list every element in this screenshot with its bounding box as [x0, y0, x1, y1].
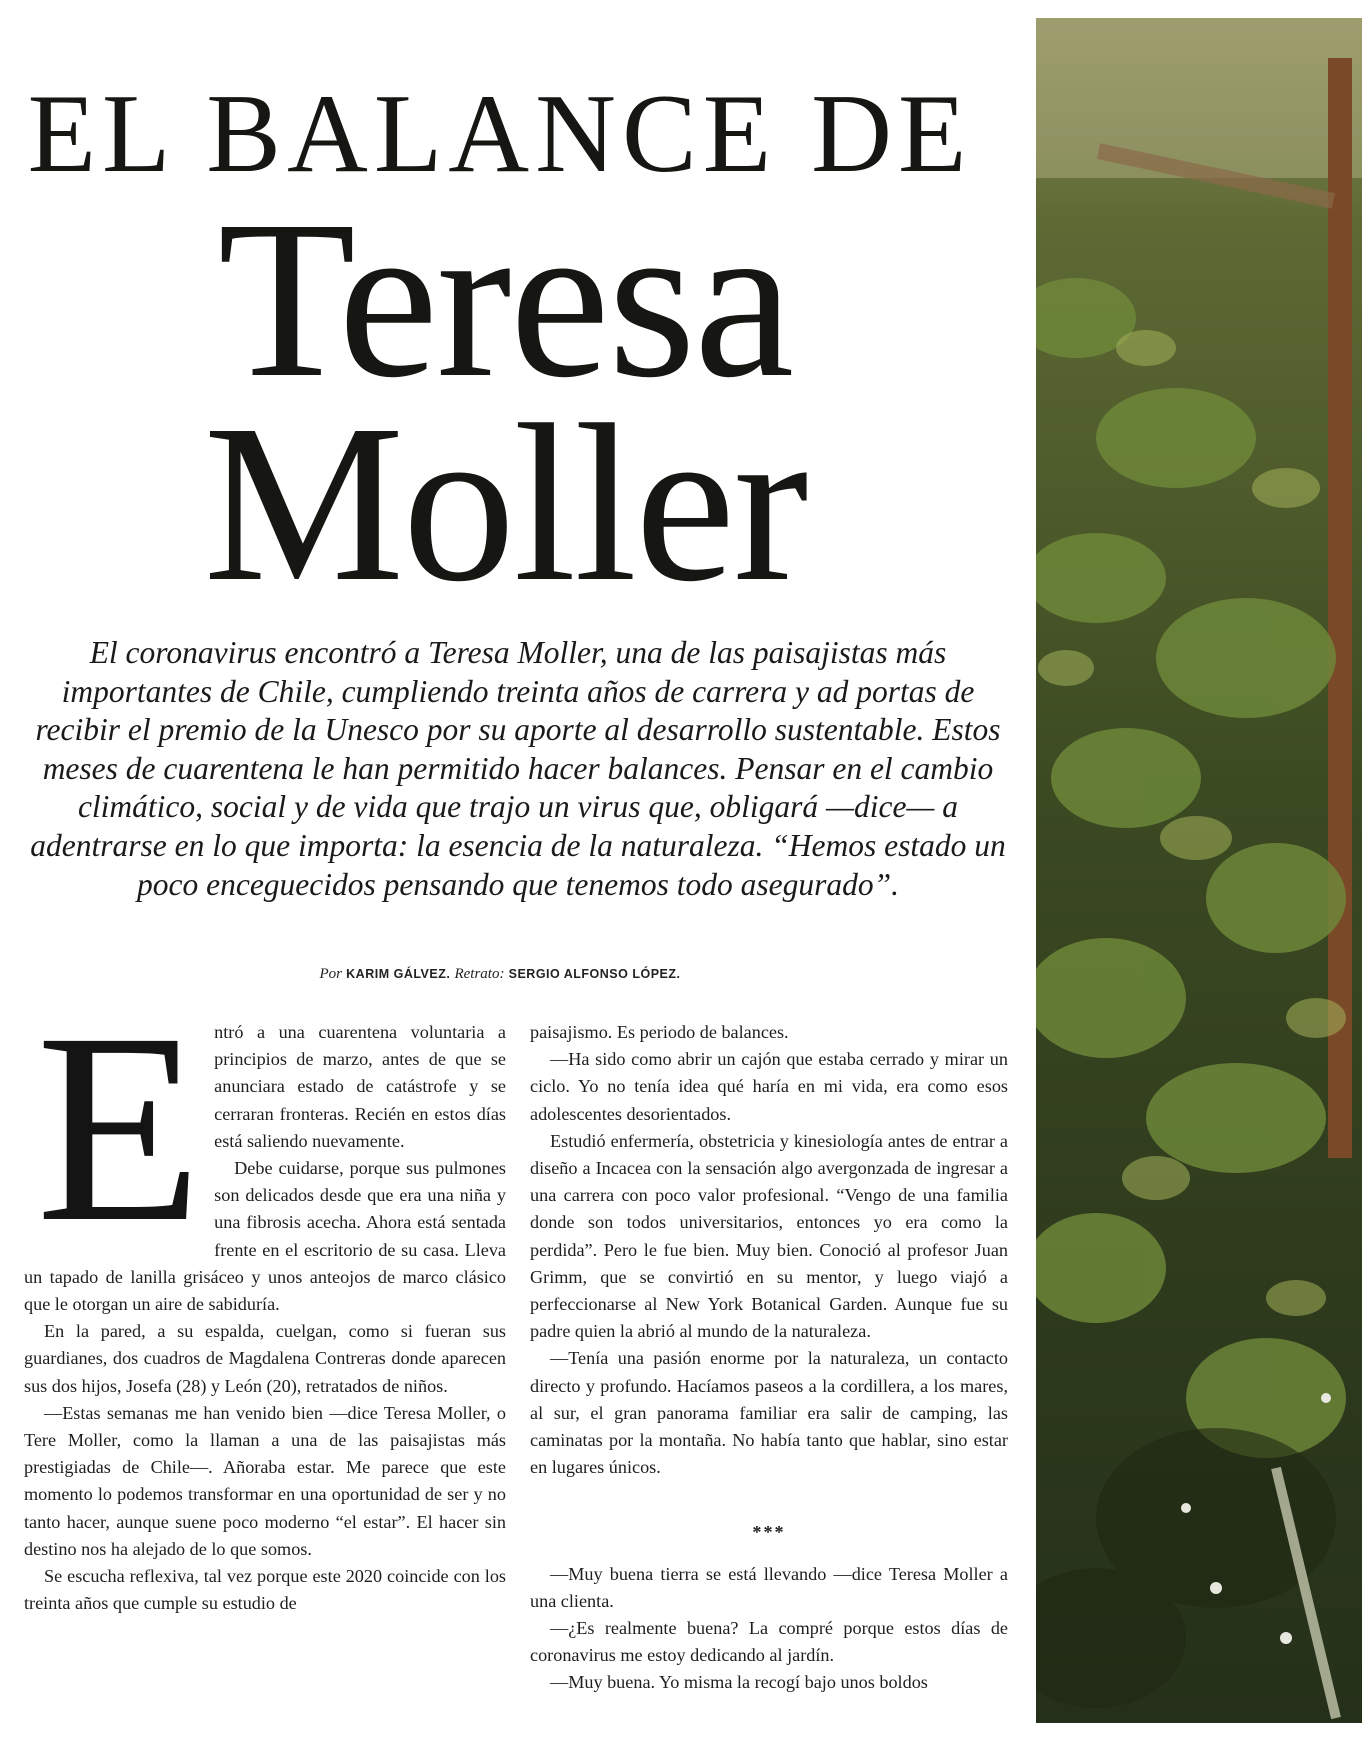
body-paragraph: paisajismo. Es periodo de balances.	[530, 1022, 789, 1042]
body-paragraph: En la pared, a su espalda, cuelgan, como si fueran sus guardianes, dos cuadros de Magdalena Contreras donde aparecen sus dos hijos, Josefa (28) y León (20), retratados de niños.	[24, 1321, 506, 1396]
body-paragraph: —Muy buena tierra se está llevando —dice Teresa Moller a una clienta.	[530, 1563, 1008, 1611]
body-paragraph: —¿Es realmente buena? La compré porque estos días de coronavirus me estoy dedicando al jardín.	[530, 1618, 1008, 1666]
headline-name-first: Teresa	[217, 174, 793, 424]
section-separator: ***	[752, 1522, 786, 1543]
byline-retrato-label: Retrato:	[454, 966, 505, 982]
byline-por-label: Por	[319, 966, 343, 982]
body-paragraph: —Estas semanas me han venido bien —dice Teresa Moller, o Tere Moller, como la llaman a una de las paisajistas más prestigiadas de Chile—. Añoraba estar. Me parece que este momento lo podemos transformar en una oportunidad de ser y no tanto hacer, aunque suene poco moderno “el estar”. El hacer sin destino nos ha alejado de lo que somos.	[24, 1402, 506, 1559]
headline-kicker: EL BALANCE DE	[27, 72, 973, 196]
garden-photo-icon	[1036, 18, 1362, 1723]
drop-cap: E	[36, 977, 203, 1278]
byline-photographer: SERGIO ALFONSO LÓPEZ.	[508, 967, 681, 981]
garden-photo	[1036, 18, 1362, 1723]
article-dek: El coronavirus encontró a Teresa Moller, una de las paisajistas más importantes de Chile, cumpliendo treinta años de carrera y ad portas de recibir el premio de la Unesco por su aporte al desarrollo sustentable. Estos meses de cuarentena le han permitido hacer balances. Pensar en el cambio climático, social y de vida que trajo un virus que, obligará —dice— a adentrarse en lo que importa: la esencia de la naturaleza. “Hemos estado un poco enceguecidos pensando que tenemos todo asegurado”.	[30, 635, 1006, 902]
body-paragraph: —Ha sido como abrir un cajón que estaba cerrado y mirar un ciclo. Yo no tenía idea qué haría en mi vida, era como esos adolescentes desorientados.	[530, 1049, 1008, 1124]
body-paragraph: Debe cuidarse, porque sus pulmones son delicados desde que era una niña y una fibrosis acecha. Ahora está sentada frente en el escritorio de su casa. Lleva un tapado de lanilla grisáceo y unos anteojos de marco clásico que le otorgan un aire de sabiduría.	[24, 1158, 506, 1315]
headline-name-last: Moller	[203, 378, 807, 628]
body-paragraph: —Muy buena. Yo misma la recogí bajo unos boldos	[550, 1672, 928, 1693]
byline-author: KARIM GÁLVEZ.	[346, 967, 451, 981]
body-paragraph: —Tenía una pasión enorme por la naturaleza, un contacto directo y profundo. Hacíamos paseos a la cordillera, a los mares, al sur, el gran panorama familiar era salir de camping, las caminatas por la montaña. No había tanto que hablar, sino estar en lugares únicos.	[530, 1348, 1008, 1478]
body-paragraph: Se escucha reflexiva, tal vez porque este 2020 coincide con los treinta años que cumple su estudio de	[24, 1566, 506, 1614]
body-column-1	[24, 977, 506, 1617]
body-paragraph: Entró a una cuarentena voluntaria a principios de marzo, antes de que se anunciara estado de catástrofe y se cerraran fronteras. Recién en estos días está saliendo nuevamente.	[36, 977, 506, 1278]
body-column-2	[530, 1019, 1008, 1697]
body-paragraph: Estudió enfermería, obstetricia y kinesiología antes de entrar a diseño a Incacea con la sensación algo avergonzada de ingresar a una carrera con poco valor profesional. “Vengo de una familia donde son todos universitarios, entonces yo era como la perdida”. Pero le fue bien. Muy bien. Conoció al profesor Juan Grimm, que se convirtió en su mentor, y luego viajó a perfeccionarse al New York Botanical Garden. Aunque fue su padre quien la abrió al mundo de la naturaleza.	[530, 1130, 1008, 1342]
